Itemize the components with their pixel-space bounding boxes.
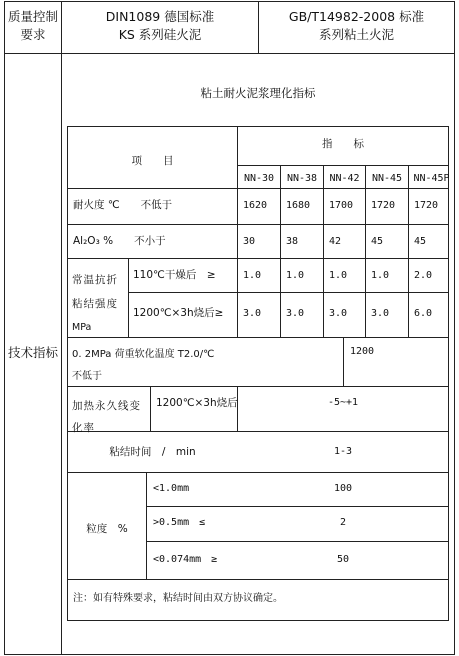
al2o3-value: 38 [286,236,299,247]
refractoriness-value: 1720 [371,200,396,211]
refractoriness-label: 耐火度 ℃ 不低于 [73,199,173,211]
outer-bottom-border [4,654,455,655]
outer-right-border [454,1,455,655]
grade-header: NN-45P [413,173,450,184]
softening-label-line: 0. 2MPa 荷重软化温度 T2.0/℃ [72,349,215,360]
bond-fired-condition: 1200℃×3h烧后≥ [133,307,224,319]
row-divider [146,506,449,507]
bond-dry-value: 2.0 [414,270,433,281]
granularity-value: 100 [333,483,353,494]
refractoriness-value: 1720 [414,200,439,211]
softening-label [72,344,214,388]
item-column-divider [237,126,238,337]
softening-value: 1200 [350,346,375,357]
granularity-condition: >0.5mm ≤ [153,517,206,528]
refractoriness-value: 1620 [243,200,268,211]
row-divider [67,258,449,259]
grade-header: NN-38 [286,173,318,184]
inner-right-border [448,126,449,621]
header-col3-line1: GB/T14982-2008 标准 [288,9,425,24]
bond-dry-value: 1.0 [286,270,305,281]
header-bottom-border [4,53,455,54]
grade-header: NN-30 [243,173,275,184]
bond-time-label: 粘结时间 / min [109,446,196,458]
linear-change-value: -5~+1 [327,397,359,408]
row-divider [146,541,449,542]
header-col2-line1: DIN1089 德国标准 [105,9,215,24]
bond-fired-value: 3.0 [371,308,390,319]
linear-change-condition: 1200℃×3h烧后 [156,397,238,409]
header-col1-line1: 质量控制 [7,9,58,24]
bond-fired-value: 3.0 [286,308,305,319]
grade-column-divider [408,165,409,337]
al2o3-label: Al₂O₃ % 不小于 [73,235,166,247]
granularity-value: 2 [339,517,347,528]
grade-header: NN-45 [371,173,403,184]
bond-fired-value: 3.0 [243,308,262,319]
refractoriness-value: 1700 [329,200,354,211]
bond-time-value: 1-3 [333,446,353,457]
bond-fired-value: 6.0 [414,308,433,319]
table-title: 粘土耐火泥浆理化指标 [200,86,316,100]
granularity-divider [146,472,147,580]
bond-dry-value: 1.0 [243,270,262,281]
linear-change-label-line: 化率 [72,422,95,434]
section-label-technical-indicators: 技术指标 [7,345,58,360]
grade-column-divider [323,165,324,337]
bond-fired-value: 3.0 [329,308,348,319]
row-divider [67,472,449,473]
bond-dry-condition: 110℃干燥后 ≥ [133,269,216,281]
grade-header: NN-42 [329,173,360,184]
bond-strength-label-line: 常温抗折 [72,274,118,286]
header-din-standard [62,8,258,44]
granularity-condition: <1.0mm [153,483,190,494]
indicator-column-header: 指 标 [322,138,364,150]
linear-change-divider [150,386,151,432]
inner-top-border [67,126,449,127]
al2o3-value: 30 [243,236,256,247]
granularity-condition: <0.074mm ≥ [153,554,218,565]
al2o3-value: 45 [414,236,427,247]
grade-column-divider [280,165,281,337]
row-divider [128,292,449,293]
refractoriness-value: 1680 [286,200,311,211]
outer-left-border [4,1,5,655]
grade-header-divider [237,165,449,166]
header-col1-line2: 要求 [20,27,46,42]
header-gb-standard [259,8,454,44]
bond-strength-label-line: MPa [72,322,92,333]
header-quality-requirement [5,8,61,44]
footnote: 注：如有特殊要求，粘结时间由双方协议确定。 [73,593,283,604]
header-col3-line2: 系列粘土火泥 [318,27,394,42]
header-col2-line2: KS 系列硅火泥 [118,27,202,42]
granularity-value: 50 [336,554,350,565]
linear-change-label [72,395,141,439]
bond-strength-label-line: 粘结强度 [72,298,118,310]
softening-divider [343,337,344,386]
row-divider [67,188,449,189]
bond-dry-value: 1.0 [371,270,390,281]
granularity-label: 粒度 % [86,523,128,535]
bond-strength-label [72,268,118,340]
grade-column-divider [365,165,366,337]
outer-top-border [4,1,455,2]
item-column-header: 项 目 [131,155,174,167]
softening-label-line: 不低于 [72,371,102,382]
al2o3-value: 42 [329,236,342,247]
linear-change-label-line: 加热永久线变 [72,400,141,412]
inner-bottom-border [67,620,449,621]
inner-left-border [67,126,68,621]
row-divider [67,337,449,338]
al2o3-value: 45 [371,236,384,247]
bond-strength-divider [128,258,129,337]
row-divider [67,579,449,580]
bond-dry-value: 1.0 [329,270,348,281]
row-divider [67,224,449,225]
